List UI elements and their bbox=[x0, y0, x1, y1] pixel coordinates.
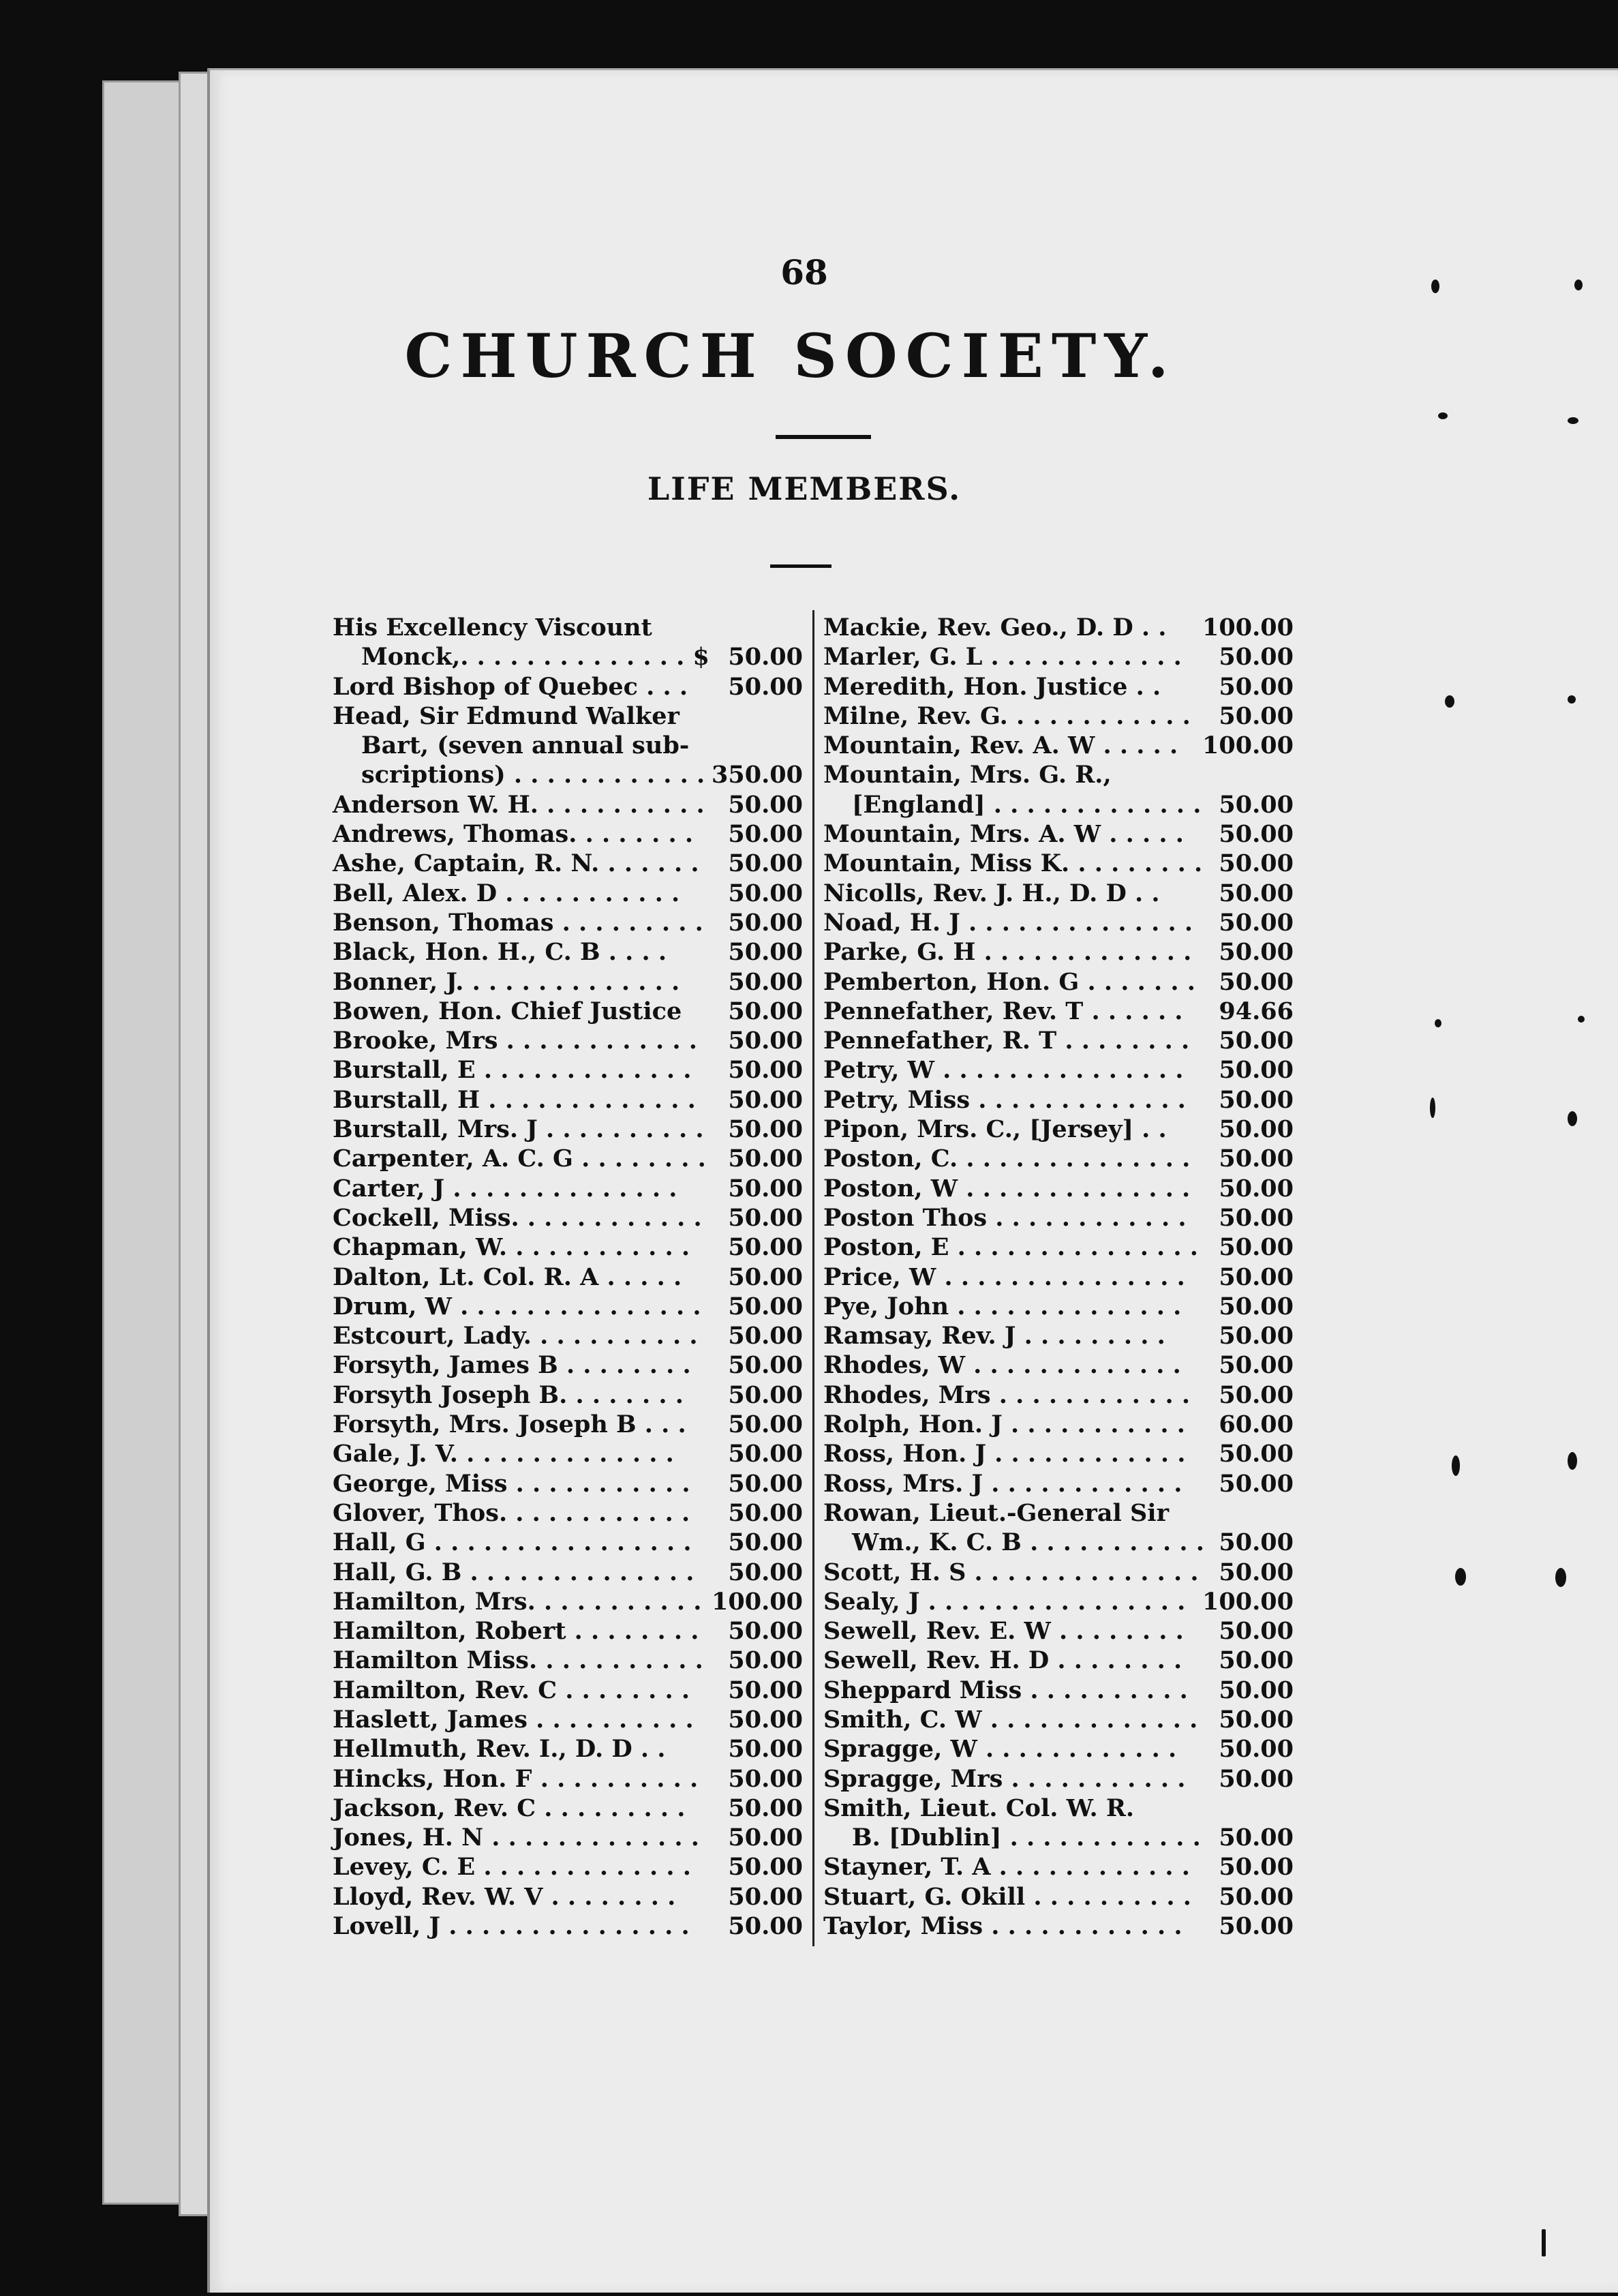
member-row bbox=[823, 1646, 1294, 1676]
member-name: Parke, G. H . . . . . . . . . . . . . bbox=[823, 938, 1192, 967]
member-amount: 50.00 bbox=[728, 1498, 803, 1527]
member-row bbox=[333, 673, 803, 702]
member-row bbox=[823, 1233, 1294, 1263]
member-name: Burstall, Mrs. J . . . . . . . . . . bbox=[333, 1115, 704, 1144]
ink-speck bbox=[1568, 695, 1576, 704]
member-row bbox=[823, 1883, 1294, 1912]
member-amount: 50.00 bbox=[1219, 1528, 1294, 1557]
member-name: Poston, W . . . . . . . . . . . . . . bbox=[823, 1174, 1191, 1203]
member-row bbox=[823, 1470, 1294, 1499]
member-amount: 50.00 bbox=[728, 1174, 803, 1203]
member-name: Noad, H. J . . . . . . . . . . . . . . bbox=[823, 908, 1193, 937]
member-row bbox=[333, 1322, 803, 1351]
member-row bbox=[823, 879, 1294, 909]
member-row bbox=[333, 1470, 803, 1499]
member-name: Estcourt, Lady. . . . . . . . . . . bbox=[333, 1322, 698, 1350]
member-row bbox=[333, 938, 803, 967]
member-amount: 50.00 bbox=[1219, 967, 1294, 996]
member-row bbox=[333, 1824, 803, 1853]
member-amount: 50.00 bbox=[728, 1292, 803, 1320]
member-name: Sewell, Rev. H. D . . . . . . . . bbox=[823, 1646, 1182, 1675]
member-row bbox=[823, 909, 1294, 938]
member-name: Smith, C. W . . . . . . . . . . . . . bbox=[823, 1705, 1198, 1734]
ink-speck bbox=[1435, 1019, 1441, 1027]
member-amount: 50.00 bbox=[728, 1853, 803, 1882]
member-row bbox=[823, 1204, 1294, 1233]
member-name: Rhodes, Mrs . . . . . . . . . . . . bbox=[823, 1380, 1191, 1409]
member-amount: 50.00 bbox=[1219, 908, 1294, 937]
member-amount: 50.00 bbox=[1219, 1145, 1294, 1173]
member-amount: 50.00 bbox=[728, 672, 803, 701]
member-name: Nicolls, Rev. J. H., D. D . . bbox=[823, 879, 1160, 907]
member-name: Monck,. . . . . . . . . . . . . . $ bbox=[361, 643, 709, 671]
member-amount: 50.00 bbox=[1219, 701, 1294, 730]
member-name: Marler, G. L . . . . . . . . . . . . bbox=[823, 643, 1182, 671]
member-name: Carter, J . . . . . . . . . . . . . . bbox=[333, 1174, 677, 1203]
member-amount: 50.00 bbox=[1219, 790, 1294, 819]
ink-speck bbox=[1455, 1568, 1466, 1586]
member-name: George, Miss . . . . . . . . . . . bbox=[333, 1469, 690, 1498]
member-name: Glover, Thos. . . . . . . . . . . . bbox=[333, 1498, 690, 1527]
member-amount: 50.00 bbox=[728, 1351, 803, 1380]
member-amount: 50.00 bbox=[728, 1145, 803, 1173]
member-row bbox=[333, 731, 803, 761]
member-amount: 350.00 bbox=[712, 761, 803, 789]
member-name: Ramsay, Rev. J . . . . . . . . . bbox=[823, 1322, 1165, 1350]
member-amount: 50.00 bbox=[1219, 1351, 1294, 1380]
member-amount: 50.00 bbox=[728, 1646, 803, 1675]
member-name: B. [Dublin] . . . . . . . . . . . . bbox=[852, 1824, 1201, 1852]
member-name: Hall, G. B . . . . . . . . . . . . . . bbox=[333, 1558, 694, 1586]
ink-speck bbox=[1542, 2229, 1546, 2256]
member-name: Price, W . . . . . . . . . . . . . . . bbox=[823, 1263, 1185, 1291]
member-name: Dalton, Lt. Col. R. A . . . . . bbox=[333, 1263, 682, 1291]
member-name: Drum, W . . . . . . . . . . . . . . . bbox=[333, 1292, 701, 1320]
member-amount: 50.00 bbox=[1219, 1027, 1294, 1055]
member-name: Rowan, Lieut.-General Sir bbox=[823, 1498, 1170, 1527]
member-row bbox=[333, 1233, 803, 1263]
member-name: Hamilton, Robert . . . . . . . . bbox=[333, 1617, 699, 1646]
member-row bbox=[823, 731, 1294, 761]
member-amount: 94.66 bbox=[1219, 997, 1294, 1025]
member-row bbox=[823, 1293, 1294, 1322]
page-number: 68 bbox=[780, 252, 828, 292]
member-amount: 50.00 bbox=[728, 1322, 803, 1350]
member-amount: 50.00 bbox=[1219, 1292, 1294, 1320]
member-amount: 50.00 bbox=[728, 790, 803, 819]
member-amount: 50.00 bbox=[728, 1912, 803, 1941]
member-row bbox=[333, 1145, 803, 1174]
page-title: CHURCH SOCIETY. bbox=[404, 320, 1177, 391]
member-amount: 50.00 bbox=[1219, 820, 1294, 849]
member-row bbox=[823, 1322, 1294, 1351]
member-name: Jackson, Rev. C . . . . . . . . . bbox=[333, 1794, 686, 1822]
member-name: Meredith, Hon. Justice . . bbox=[823, 672, 1161, 701]
member-row bbox=[333, 1528, 803, 1558]
member-name: Mountain, Mrs. A. W . . . . . bbox=[823, 820, 1184, 849]
ink-speck bbox=[1452, 1455, 1460, 1476]
ink-speck bbox=[1578, 1016, 1585, 1023]
member-row bbox=[333, 791, 803, 820]
member-row bbox=[823, 673, 1294, 702]
section-heading: LIFE MEMBERS. bbox=[647, 470, 962, 507]
member-name: Carpenter, A. C. G . . . . . . . . bbox=[333, 1145, 706, 1173]
member-name: Mountain, Mrs. G. R., bbox=[823, 761, 1112, 789]
member-row bbox=[823, 1440, 1294, 1469]
member-amount: 50.00 bbox=[1219, 1322, 1294, 1350]
member-name: Milne, Rev. G. . . . . . . . . . . . bbox=[823, 701, 1191, 730]
member-name: Andrews, Thomas. . . . . . . . bbox=[333, 820, 694, 849]
member-amount: 50.00 bbox=[728, 1203, 803, 1232]
member-amount: 50.00 bbox=[728, 1440, 803, 1468]
member-name: Rolph, Hon. J . . . . . . . . . . . bbox=[823, 1410, 1185, 1439]
member-name: Hincks, Hon. F . . . . . . . . . . bbox=[333, 1764, 699, 1793]
member-row bbox=[333, 1351, 803, 1380]
member-name: Lovell, J . . . . . . . . . . . . . . . bbox=[333, 1912, 690, 1941]
member-row bbox=[823, 820, 1294, 849]
member-name: Sewell, Rev. E. W . . . . . . . . bbox=[823, 1617, 1184, 1646]
member-row bbox=[333, 1765, 803, 1794]
member-name: Hamilton, Rev. C . . . . . . . . bbox=[333, 1676, 690, 1704]
member-row bbox=[333, 1883, 803, 1912]
member-row bbox=[823, 1027, 1294, 1056]
ink-speck bbox=[1555, 1568, 1566, 1587]
ink-speck bbox=[1568, 417, 1578, 424]
member-name: Ashe, Captain, R. N. . . . . . . bbox=[333, 849, 699, 878]
member-amount: 50.00 bbox=[728, 938, 803, 967]
member-amount: 50.00 bbox=[728, 1056, 803, 1085]
member-amount: 50.00 bbox=[728, 1233, 803, 1262]
member-name: Petry, Miss . . . . . . . . . . . . . bbox=[823, 1085, 1186, 1114]
member-row bbox=[823, 643, 1294, 672]
member-amount: 50.00 bbox=[1219, 1735, 1294, 1764]
member-name: His Excellency Viscount bbox=[333, 614, 652, 641]
member-amount: 50.00 bbox=[728, 1085, 803, 1114]
member-name: Poston, C. . . . . . . . . . . . . . . bbox=[823, 1145, 1191, 1173]
member-amount: 50.00 bbox=[728, 1263, 803, 1291]
member-amount: 50.00 bbox=[1219, 1056, 1294, 1085]
member-name: Lloyd, Rev. W. V . . . . . . . . bbox=[333, 1882, 676, 1911]
member-name: Pipon, Mrs. C., [Jersey] . . bbox=[823, 1115, 1167, 1144]
member-row bbox=[823, 1794, 1294, 1824]
member-amount: 50.00 bbox=[1219, 938, 1294, 967]
members-list-left bbox=[333, 614, 803, 1942]
member-name: Ross, Hon. J . . . . . . . . . . . . bbox=[823, 1440, 1186, 1468]
ink-speck bbox=[1438, 412, 1448, 419]
member-name: Forsyth, James B . . . . . . . . bbox=[333, 1351, 691, 1380]
member-name: Sheppard Miss . . . . . . . . . . bbox=[823, 1676, 1188, 1704]
member-name: Pemberton, Hon. G . . . . . . . bbox=[823, 967, 1195, 996]
member-name: Pennefather, R. T . . . . . . . . bbox=[823, 1027, 1190, 1055]
member-amount: 50.00 bbox=[728, 1380, 803, 1409]
member-name: Burstall, E . . . . . . . . . . . . . bbox=[333, 1056, 692, 1085]
member-name: Brooke, Mrs . . . . . . . . . . . . bbox=[333, 1027, 697, 1055]
member-name: Lord Bishop of Quebec . . . bbox=[333, 672, 688, 701]
ink-speck bbox=[1445, 695, 1454, 708]
member-name: Pye, John . . . . . . . . . . . . . . bbox=[823, 1292, 1182, 1320]
member-row bbox=[333, 1204, 803, 1233]
member-name: Burstall, H . . . . . . . . . . . . . bbox=[333, 1085, 696, 1114]
ink-speck bbox=[1568, 1452, 1577, 1470]
member-amount: 50.00 bbox=[1219, 1115, 1294, 1144]
member-name: Sealy, J . . . . . . . . . . . . . . . . bbox=[823, 1587, 1186, 1616]
member-name: Mackie, Rev. Geo., D. D . . bbox=[823, 614, 1167, 641]
member-amount: 50.00 bbox=[728, 1558, 803, 1586]
member-row bbox=[333, 1499, 803, 1528]
member-amount: 50.00 bbox=[1219, 1203, 1294, 1232]
member-row bbox=[823, 1706, 1294, 1735]
member-amount: 50.00 bbox=[728, 1410, 803, 1439]
member-row bbox=[333, 1410, 803, 1440]
member-name: Head, Sir Edmund Walker bbox=[333, 701, 680, 730]
member-name: Haslett, James . . . . . . . . . . bbox=[333, 1705, 694, 1734]
member-row bbox=[333, 1588, 803, 1617]
member-name: Forsyth, Mrs. Joseph B . . . bbox=[333, 1410, 686, 1439]
member-row bbox=[333, 1558, 803, 1588]
member-amount: 50.00 bbox=[1219, 1469, 1294, 1498]
member-amount: 50.00 bbox=[1219, 1263, 1294, 1291]
member-amount: 50.00 bbox=[1219, 1558, 1294, 1586]
member-row bbox=[823, 997, 1294, 1027]
member-row bbox=[333, 1794, 803, 1824]
member-amount: 50.00 bbox=[1219, 1824, 1294, 1852]
member-amount: 100.00 bbox=[1202, 614, 1294, 641]
member-amount: 50.00 bbox=[1219, 1085, 1294, 1114]
member-row bbox=[823, 849, 1294, 879]
member-amount: 50.00 bbox=[728, 879, 803, 907]
member-row bbox=[823, 938, 1294, 967]
member-row bbox=[333, 1676, 803, 1706]
member-row bbox=[823, 1086, 1294, 1115]
member-name: Rhodes, W . . . . . . . . . . . . . bbox=[823, 1351, 1181, 1380]
member-name: Wm., K. C. B . . . . . . . . . . . bbox=[852, 1528, 1204, 1557]
ink-speck bbox=[1568, 1111, 1577, 1126]
member-amount: 50.00 bbox=[728, 1794, 803, 1822]
member-name: Benson, Thomas . . . . . . . . . bbox=[333, 908, 703, 937]
member-amount: 50.00 bbox=[728, 908, 803, 937]
member-amount: 50.00 bbox=[728, 1735, 803, 1764]
member-row bbox=[333, 1440, 803, 1469]
member-amount: 50.00 bbox=[728, 1027, 803, 1055]
member-name: Gale, J. V. . . . . . . . . . . . . . bbox=[333, 1440, 674, 1468]
member-name: Chapman, W. . . . . . . . . . . . bbox=[333, 1233, 690, 1262]
member-name: Spragge, Mrs . . . . . . . . . . . bbox=[823, 1764, 1186, 1793]
member-name: Mountain, Rev. A. W . . . . . bbox=[823, 731, 1178, 760]
member-name: Petry, W . . . . . . . . . . . . . . . bbox=[823, 1056, 1184, 1085]
member-name: Hamilton, Mrs. . . . . . . . . . . bbox=[333, 1587, 702, 1616]
column-divider bbox=[812, 610, 814, 1946]
member-amount: 50.00 bbox=[728, 967, 803, 996]
member-name: Levey, C. E . . . . . . . . . . . . . bbox=[333, 1853, 691, 1882]
ink-speck bbox=[1430, 1098, 1435, 1118]
member-row bbox=[333, 879, 803, 909]
member-row bbox=[333, 1086, 803, 1115]
member-amount: 50.00 bbox=[1219, 1764, 1294, 1793]
member-row bbox=[823, 761, 1294, 790]
member-name: Ross, Mrs. J . . . . . . . . . . . . bbox=[823, 1469, 1182, 1498]
heading-rule bbox=[770, 564, 831, 568]
member-row bbox=[333, 761, 803, 790]
member-amount: 50.00 bbox=[728, 997, 803, 1025]
member-name: Black, Hon. H., C. B . . . . bbox=[333, 938, 667, 967]
member-row bbox=[823, 1588, 1294, 1617]
member-row bbox=[333, 1056, 803, 1085]
title-rule bbox=[776, 435, 871, 439]
member-amount: 50.00 bbox=[728, 820, 803, 849]
member-amount: 50.00 bbox=[1219, 672, 1294, 701]
member-row bbox=[333, 1381, 803, 1410]
member-amount: 50.00 bbox=[728, 1824, 803, 1852]
member-name: Bonner, J. . . . . . . . . . . . . . bbox=[333, 967, 680, 996]
member-amount: 60.00 bbox=[1219, 1410, 1294, 1439]
member-amount: 50.00 bbox=[1219, 1617, 1294, 1646]
member-row bbox=[823, 1499, 1294, 1528]
member-name: Stuart, G. Okill . . . . . . . . . . bbox=[823, 1882, 1191, 1911]
member-amount: 50.00 bbox=[728, 1764, 803, 1793]
member-amount: 50.00 bbox=[1219, 1676, 1294, 1704]
member-amount: 50.00 bbox=[1219, 1912, 1294, 1941]
member-name: Spragge, W . . . . . . . . . . . . bbox=[823, 1735, 1177, 1764]
member-row bbox=[823, 1263, 1294, 1293]
member-row bbox=[823, 614, 1294, 643]
member-row bbox=[823, 702, 1294, 731]
member-amount: 50.00 bbox=[728, 1469, 803, 1498]
member-row bbox=[333, 997, 803, 1027]
member-name: Scott, H. S . . . . . . . . . . . . . . bbox=[823, 1558, 1199, 1586]
member-amount: 50.00 bbox=[728, 1705, 803, 1734]
member-name: Hamilton Miss. . . . . . . . . . . bbox=[333, 1646, 703, 1675]
member-row bbox=[823, 1056, 1294, 1085]
member-amount: 50.00 bbox=[1219, 643, 1294, 671]
member-name: Bell, Alex. D . . . . . . . . . . . bbox=[333, 879, 680, 907]
member-row bbox=[823, 1676, 1294, 1706]
member-amount: 50.00 bbox=[1219, 1440, 1294, 1468]
member-row bbox=[333, 1175, 803, 1204]
ink-speck bbox=[1574, 280, 1583, 290]
member-name: Stayner, T. A . . . . . . . . . . . . bbox=[823, 1853, 1190, 1882]
member-row bbox=[333, 1735, 803, 1764]
member-row bbox=[823, 1381, 1294, 1410]
member-row bbox=[823, 1912, 1294, 1942]
member-row bbox=[333, 614, 803, 643]
member-row bbox=[333, 1293, 803, 1322]
member-amount: 100.00 bbox=[1202, 731, 1294, 760]
member-name: Mountain, Miss K. . . . . . . . . bbox=[823, 849, 1203, 878]
members-list-right bbox=[823, 614, 1294, 1942]
member-row bbox=[823, 1617, 1294, 1646]
member-amount: 100.00 bbox=[712, 1587, 803, 1616]
member-row bbox=[823, 1735, 1294, 1764]
member-row bbox=[333, 643, 803, 672]
member-amount: 50.00 bbox=[1219, 1646, 1294, 1675]
member-name: Poston Thos . . . . . . . . . . . . bbox=[823, 1203, 1187, 1232]
member-name: Cockell, Miss. . . . . . . . . . . . bbox=[333, 1203, 702, 1232]
member-amount: 50.00 bbox=[728, 1617, 803, 1646]
member-amount: 50.00 bbox=[728, 1115, 803, 1144]
member-name: scriptions) . . . . . . . . . . . . bbox=[361, 761, 705, 789]
member-name: Taylor, Miss . . . . . . . . . . . . bbox=[823, 1912, 1182, 1941]
member-row bbox=[823, 1558, 1294, 1588]
member-name: [England] . . . . . . . . . . . . . bbox=[852, 790, 1202, 819]
member-name: Bart, (seven annual sub- bbox=[361, 731, 690, 760]
member-amount: 50.00 bbox=[728, 849, 803, 878]
member-row bbox=[823, 1765, 1294, 1794]
member-amount: 50.00 bbox=[1219, 1174, 1294, 1203]
member-amount: 50.00 bbox=[1219, 849, 1294, 878]
member-row bbox=[823, 791, 1294, 820]
member-row bbox=[333, 1263, 803, 1293]
member-name: Bowen, Hon. Chief Justice bbox=[333, 997, 682, 1025]
member-amount: 100.00 bbox=[1202, 1587, 1294, 1616]
member-name: Hall, G . . . . . . . . . . . . . . . . bbox=[333, 1528, 692, 1557]
member-amount: 50.00 bbox=[1219, 1853, 1294, 1882]
member-row bbox=[823, 1145, 1294, 1174]
member-amount: 50.00 bbox=[728, 1676, 803, 1704]
member-amount: 50.00 bbox=[1219, 1705, 1294, 1734]
member-row bbox=[823, 1824, 1294, 1853]
member-name: Anderson W. H. . . . . . . . . . . bbox=[333, 790, 705, 819]
member-row bbox=[823, 1528, 1294, 1558]
member-row bbox=[333, 702, 803, 731]
member-row bbox=[823, 1115, 1294, 1145]
member-row bbox=[333, 1027, 803, 1056]
member-row bbox=[333, 968, 803, 997]
member-row bbox=[333, 1617, 803, 1646]
member-row bbox=[333, 849, 803, 879]
member-amount: 50.00 bbox=[728, 1882, 803, 1911]
member-row bbox=[333, 1115, 803, 1145]
member-row bbox=[333, 820, 803, 849]
member-name: Hellmuth, Rev. I., D. D . . bbox=[333, 1735, 666, 1764]
member-row bbox=[333, 1706, 803, 1735]
member-amount: 50.00 bbox=[1219, 1882, 1294, 1911]
member-amount: 50.00 bbox=[1219, 1233, 1294, 1262]
ink-speck bbox=[1431, 280, 1439, 293]
member-name: Smith, Lieut. Col. W. R. bbox=[823, 1794, 1135, 1822]
member-amount: 50.00 bbox=[728, 643, 803, 671]
member-row bbox=[333, 1912, 803, 1942]
member-name: Poston, E . . . . . . . . . . . . . . . bbox=[823, 1233, 1198, 1262]
member-amount: 50.00 bbox=[728, 1528, 803, 1557]
member-amount: 50.00 bbox=[1219, 879, 1294, 907]
member-row bbox=[823, 1410, 1294, 1440]
member-row bbox=[823, 1351, 1294, 1380]
member-row bbox=[333, 1853, 803, 1882]
member-row bbox=[823, 1175, 1294, 1204]
member-row bbox=[333, 909, 803, 938]
member-name: Jones, H. N . . . . . . . . . . . . . bbox=[333, 1824, 699, 1852]
member-row bbox=[333, 1646, 803, 1676]
member-row bbox=[823, 1853, 1294, 1882]
member-name: Forsyth Joseph B. . . . . . . . bbox=[333, 1380, 684, 1409]
member-row bbox=[823, 968, 1294, 997]
member-amount: 50.00 bbox=[1219, 1380, 1294, 1409]
member-name: Pennefather, Rev. T . . . . . . bbox=[823, 997, 1183, 1025]
